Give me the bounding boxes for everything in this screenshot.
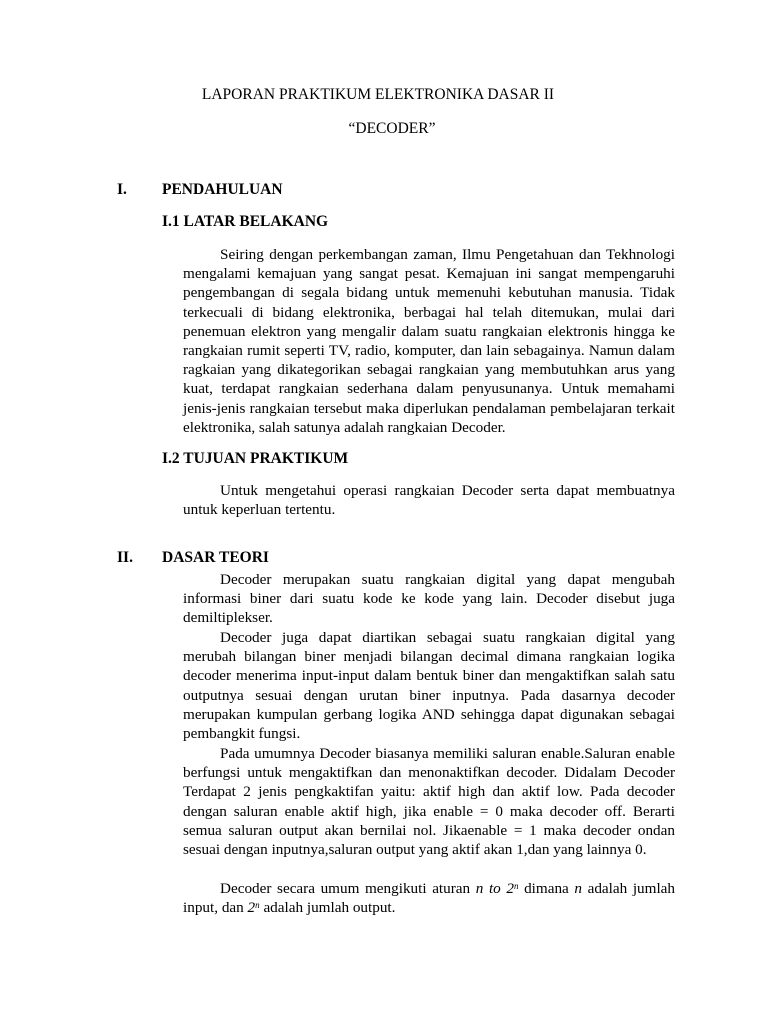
document-title: LAPORAN PRAKTIKUM ELEKTRONIKA DASAR II bbox=[201, 86, 555, 103]
formula-n-to-2n bbox=[476, 880, 519, 897]
paragraph-dasar-teori-4 bbox=[183, 879, 675, 917]
formula-exponent: n bbox=[513, 881, 519, 891]
para4-text-a: Decoder secara umum mengikuti aturan bbox=[220, 880, 476, 897]
document-subtitle: “DECODER” bbox=[348, 120, 436, 137]
para4-text-c: dimana bbox=[518, 880, 575, 897]
subsection-heading-latar-belakang: I.1 LATAR BELAKANG bbox=[162, 213, 329, 230]
formula-base: n to 2 bbox=[475, 880, 514, 897]
section-number-2: II. bbox=[117, 549, 133, 566]
formula-2n bbox=[248, 899, 260, 916]
paragraph-dasar-teori-2: Decoder juga dapat diartikan sebagai suatu rangkaian digital yang merubah bilangan biner menjadi bilangan decimal dimana rangkaian logika decoder menerima input-input dalam bentuk biner dan mengaktifkan salah satu outputnya sesuai dengan urutan biner inputnya. Pada dasarnya decoder merupakan kumpulan gerbang logika AND sehingga dapat digunakan sebagai pembangkit fungsi. bbox=[183, 629, 675, 743]
paragraph-dasar-teori-3: Pada umumnya Decoder biasanya memiliki saluran enable.Saluran enable berfungsi untuk mengaktifkan dan menonaktifkan decoder. Didalam Decoder Terdapat 2 jenis pengkaktifan yaitu: aktif high dan aktif low. Pada decoder dengan saluran enable aktif high, jika enable = 0 maka decoder off. Berarti semua saluran output akan bernilai nol. Jikaenable = 1 maka decoder ondan sesuai dengan inputnya,saluran output yang aktif akan 1,dan yang lainnya 0. bbox=[183, 745, 675, 859]
formula-2n-exponent: n bbox=[255, 900, 260, 911]
paragraph-tujuan: Untuk mengetahui operasi rangkaian Decoder serta dapat membuatnya untuk keperluan tertentu. bbox=[183, 482, 675, 519]
paragraph-latar-belakang: Seiring dengan perkembangan zaman, Ilmu Pengetahuan dan Tekhnologi mengalami kemajuan yang sangat pesat. Kemajuan ini sangat mempengaruhi pengembangan di segala bidang untuk memenuhi kebutuhan manusia. Tidak terkecuali di bidang elektronika, berbagai hal telah ditemukan, mulai dari penemuan elektron yang mengalir dalam suatu rangkaian elektronis hingga ke rangkaian rumit seperti TV, radio, komputer, dan lain sebagainya. Namun dalam ragkaian yang dikategorikan sebagai rangkaian yang membutuhkan arus yang kuat, terdapat rangkaian sederhana dalam penyusunanya. Untuk memahami jenis-jenis rangkaian tersebut maka diperlukan pendalaman pembelajaran terkait elektronika, salah satunya adalah rangkaian Decoder. bbox=[183, 246, 675, 436]
paragraph-dasar-teori-1: Decoder merupakan suatu rangkaian digital yang dapat mengubah informasi biner dari suatu kode ke kode yang lain. Decoder disebut juga demiltiplekser. bbox=[183, 571, 675, 627]
section-number-1: I. bbox=[117, 181, 127, 198]
variable-n: n bbox=[574, 880, 582, 897]
section-heading-1: PENDAHULUAN bbox=[162, 181, 283, 198]
section-heading-2: DASAR TEORI bbox=[162, 549, 269, 566]
para4-text-g: adalah jumlah output. bbox=[259, 899, 396, 917]
formula-2n-base: 2 bbox=[247, 899, 256, 917]
para4-text-e: adalah jumlah input, dan bbox=[183, 880, 676, 917]
subsection-heading-tujuan: I.2 TUJUAN PRAKTIKUM bbox=[162, 450, 349, 467]
